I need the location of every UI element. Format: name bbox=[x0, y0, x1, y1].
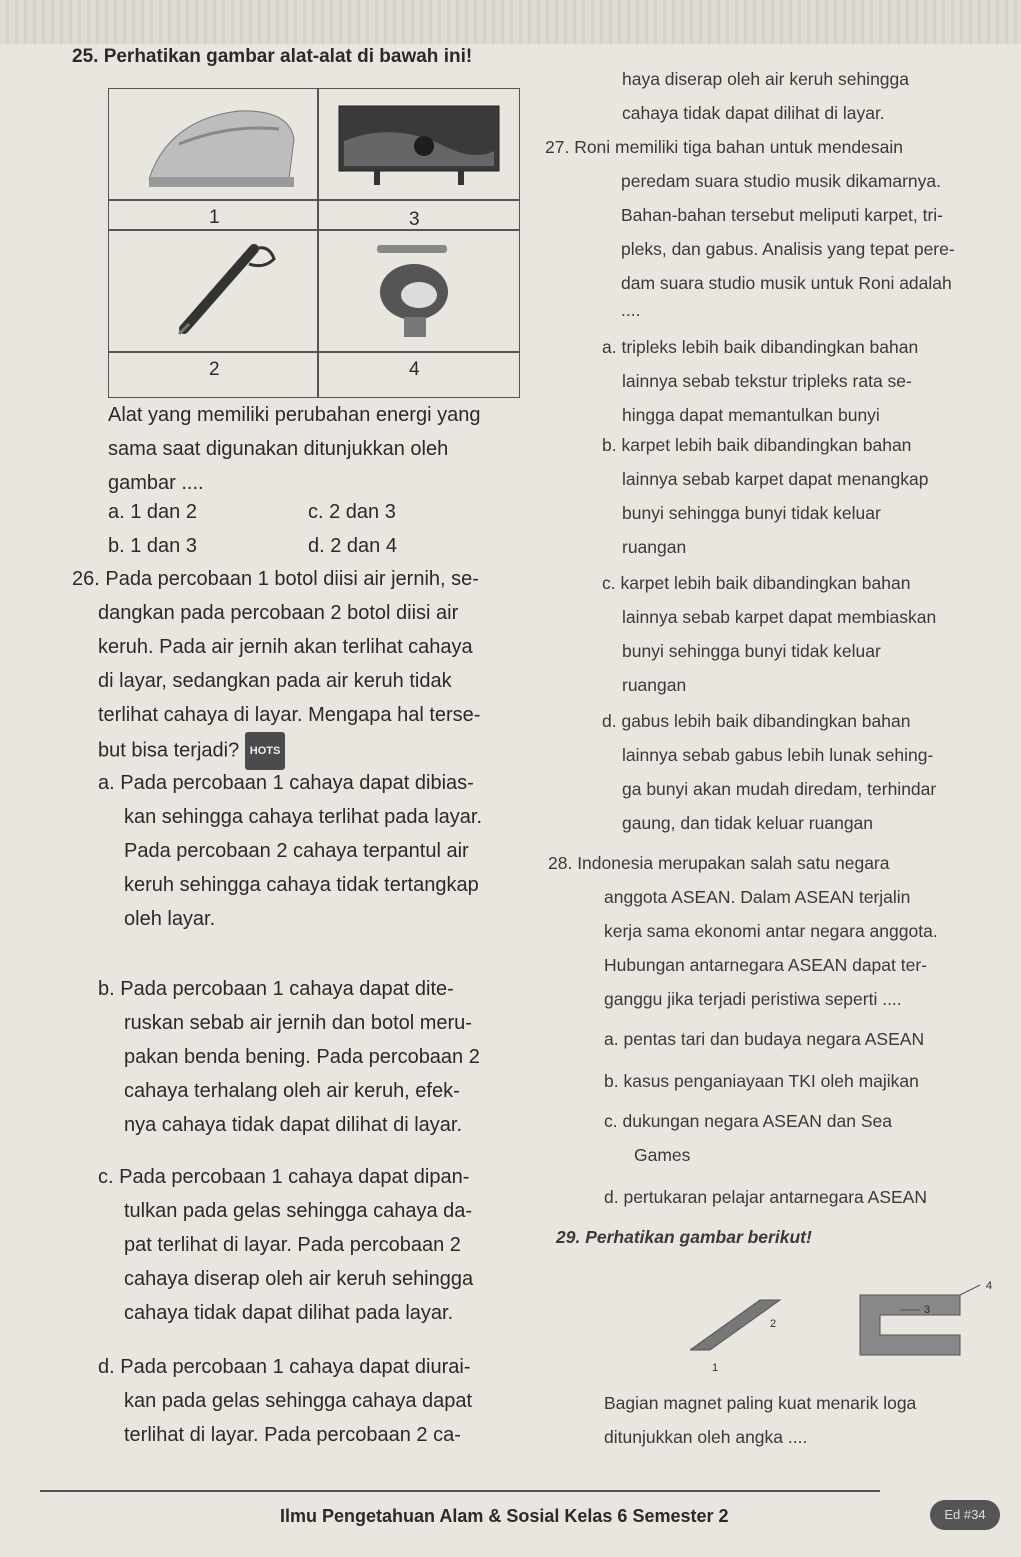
magnet-label-1: 1 bbox=[712, 1362, 719, 1374]
q29-text: Bagian magnet paling kuat menarik loga ditunjukkan oleh angka .... bbox=[604, 1393, 917, 1447]
magnet-label-3: 3 bbox=[924, 1304, 931, 1316]
q25-title: 25. Perhatikan gambar alat-alat di bawah ini! bbox=[72, 46, 473, 67]
q26-option-d[interactable]: d. Pada percobaan 1 cahaya dapat diurai- kan pada gelas sehingga cahaya dapat terlihat di layar. Pada percobaan 2 ca- bbox=[98, 1356, 473, 1446]
grid-label-4: 4 bbox=[409, 359, 420, 380]
q27-option-a[interactable]: a. tripleks lebih baik dibandingkan bahan lainnya sebab tekstur tripleks rata se- hingga dapat memantulkan bunyi bbox=[602, 337, 919, 425]
q27-option-b[interactable]: b. karpet lebih baik dibandingkan bahan lainnya sebab karpet dapat menangkap bunyi sehingga bunyi tidak keluar ruangan bbox=[602, 435, 929, 557]
hots-badge: HOTS bbox=[245, 732, 286, 770]
magnet-illustration bbox=[690, 1280, 1010, 1380]
magnet-label-4: 4 bbox=[986, 1280, 993, 1292]
q26-question: 26. Pada percobaan 1 botol diisi air jernih, se- dangkan pada percobaan 2 botol diisi air keruh. Pada air jernih akan terlihat cahaya di layar, sedangkan pada air keruh tidak terlihat cahaya di layar. Mengapa hal terse- but bisa terjadi? HOTS bbox=[72, 562, 532, 770]
soldering-iron-image bbox=[169, 239, 279, 339]
q26-option-c[interactable]: c. Pada percobaan 1 cahaya dapat dipan- tulkan pada gelas sehingga cahaya da- pat terlihat di layar. Pada percobaan 2 cahaya diserap oleh air keruh sehingga cahaya tidak dapat dilihat pada layar. bbox=[98, 1166, 474, 1324]
grid-label-3: 3 bbox=[409, 209, 420, 230]
q28-option-d[interactable]: d. pertukaran pelajar antarnegara ASEAN bbox=[604, 1187, 927, 1207]
mixer-image bbox=[369, 237, 459, 347]
q28-option-a[interactable]: a. pentas tari dan budaya negara ASEAN bbox=[604, 1029, 925, 1049]
page-number: Ed #34 bbox=[930, 1500, 1000, 1530]
q25-option-b[interactable]: b. 1 dan 3 bbox=[108, 535, 197, 557]
page-footer bbox=[0, 1480, 1021, 1557]
grid-label-2: 2 bbox=[209, 359, 220, 380]
q26-option-a[interactable]: a. Pada percobaan 1 cahaya dapat dibias- kan sehingga cahaya terlihat pada layar. Pada percobaan 2 cahaya terpantul air keruh sehingga cahaya tidak tertangkap oleh layar. bbox=[98, 772, 483, 930]
q29-question: 29. Perhatikan gambar berikut! bbox=[556, 1227, 812, 1247]
q27-option-d[interactable]: d. gabus lebih baik dibandingkan bahan lainnya sebab gabus lebih lunak sehing- ga bunyi akan mudah diredam, terhindar gaung, dan tidak keluar ruangan bbox=[602, 711, 937, 833]
top-binding-edge bbox=[0, 0, 1021, 44]
q25-option-d[interactable]: d. 2 dan 4 bbox=[308, 535, 397, 557]
q28-option-b[interactable]: b. kasus penganiayaan TKI oleh majikan bbox=[604, 1071, 919, 1091]
q26-continuation: haya diserap oleh air keruh sehingga cahaya tidak dapat dilihat di layar. bbox=[622, 69, 909, 123]
grid-label-1: 1 bbox=[209, 207, 220, 228]
magnet-image bbox=[690, 1280, 1010, 1380]
q25-image-grid bbox=[108, 88, 520, 398]
q25-options bbox=[108, 495, 528, 563]
q27-option-c[interactable]: c. karpet lebih baik dibandingkan bahan lainnya sebab karpet dapat membiaskan bunyi sehingga bunyi tidak keluar ruangan bbox=[602, 573, 937, 695]
television-image bbox=[334, 101, 504, 191]
magnet-label-2: 2 bbox=[770, 1318, 777, 1330]
q28-option-c[interactable]: c. dukungan negara ASEAN dan Sea Games bbox=[604, 1111, 892, 1165]
q28-question: 28. Indonesia merupakan salah satu negara anggota ASEAN. Dalam ASEAN terjalin kerja sama ekonomi antar negara anggota. Hubungan antarnegara ASEAN dapat ter- ganggu jika terjadi peristiwa seperti .... bbox=[548, 853, 938, 1009]
q25-question: Alat yang memiliki perubahan energi yang sama saat digunakan ditunjukkan oleh gambar .... bbox=[108, 404, 481, 494]
footer-title: Ilmu Pengetahuan Alam & Sosial Kelas 6 Semester 2 bbox=[280, 1506, 729, 1526]
q25-option-a[interactable]: a. 1 dan 2 bbox=[108, 501, 197, 523]
q25-option-c[interactable]: c. 2 dan 3 bbox=[308, 501, 396, 523]
iron-image bbox=[139, 99, 299, 194]
q26-option-b[interactable]: b. Pada percobaan 1 cahaya dapat dite- ruskan sebab air jernih dan botol meru- pakan benda bening. Pada percobaan 2 cahaya terhalang oleh air keruh, efek- nya cahaya tidak dapat dilihat di layar. bbox=[98, 978, 480, 1136]
q27-question: 27. Roni memiliki tiga bahan untuk mendesain peredam suara studio musik dikamarnya. Bahan-bahan tersebut meliputi karpet, tri- pleks, dan gabus. Analisis yang tepat pere- dam suara studio musik untuk Roni adalah .... bbox=[545, 137, 955, 320]
